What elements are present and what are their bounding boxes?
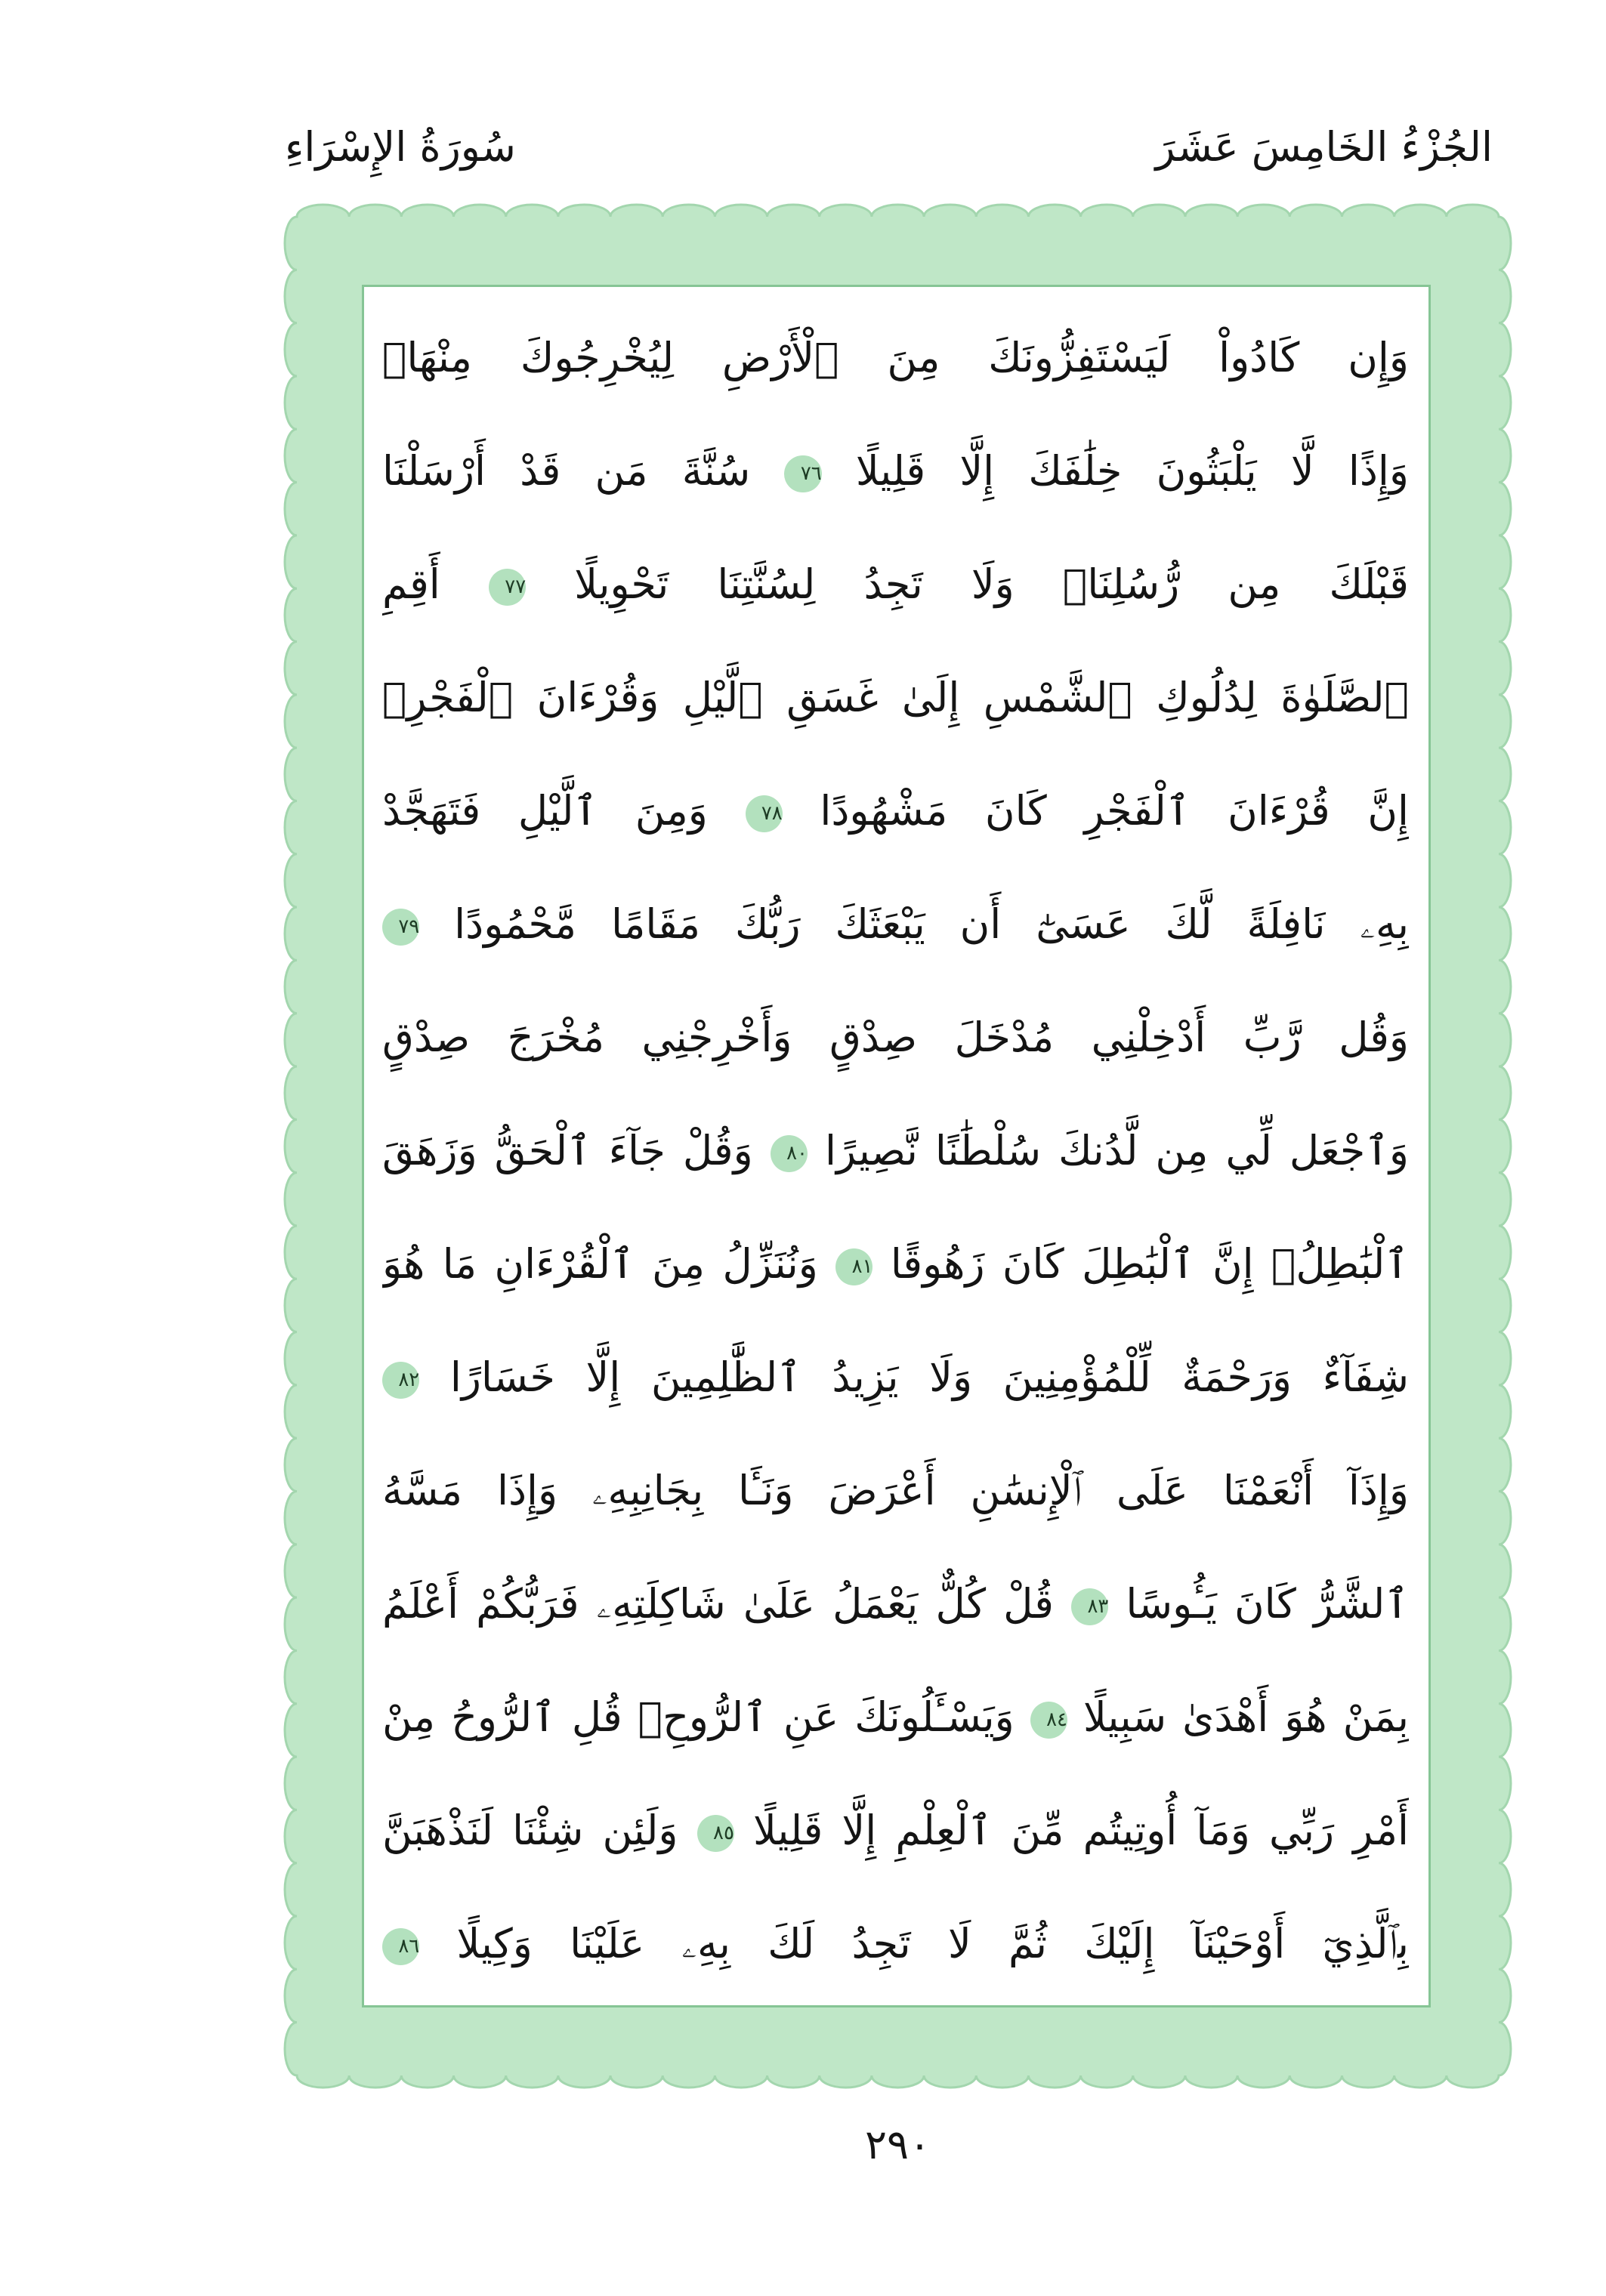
line-content: [382, 1920, 1409, 1967]
verse-text: أَمْرِ رَبِّي وَمَآ أُوتِيتُم مِّنَ ٱلْعِلْمِ إِلَّا قَلِيلًا: [753, 1807, 1409, 1854]
line-content: [382, 1693, 1409, 1741]
verse-text: بِهِۦ نَافِلَةً لَّكَ عَسَىٰٓ أَن يَبْعَثَكَ رَبُّكَ مَقَامًا مَّحْمُودًا: [454, 900, 1409, 948]
verse-text: بِٱلَّذِيٓ أَوْحَيْنَآ إِلَيْكَ ثُمَّ لَا تَجِدُ لَكَ بِهِۦ عَلَيْنَا وَكِيلًا: [456, 1920, 1409, 1967]
verse-text: شِفَآءٌ وَرَحْمَةٌ لِّلْمُؤْمِنِينَ وَلَا يَزِيدُ ٱلظَّٰلِمِينَ إِلَّا خَسَارًا: [449, 1353, 1409, 1401]
quran-line-14: [382, 1774, 1409, 1887]
verse-text: إِنَّ قُرْءَانَ ٱلْفَجْرِ كَانَ مَشْهُودًا: [820, 787, 1409, 835]
quran-line-10: [382, 1321, 1409, 1434]
quran-line-4: [382, 641, 1409, 755]
ayah-end-marker: ٧٧: [489, 569, 526, 606]
line-content: [382, 334, 1409, 381]
quran-line-8: [382, 1094, 1409, 1208]
verse-text: أَقِمِ: [382, 560, 440, 608]
quran-line-15: [382, 1887, 1409, 2001]
quran-line-11: [382, 1434, 1409, 1548]
verse-text: وَإِذَآ أَنْعَمْنَا عَلَى ٱلْإِنسَٰنِ أَعْرَضَ وَنَـَٔا بِجَانِبِهِۦ وَإِذَا مَسَّهُ: [382, 1467, 1409, 1514]
quran-line-1: [382, 301, 1409, 415]
ayah-end-marker: ٧٨: [746, 795, 783, 832]
line-content: [382, 1467, 1409, 1514]
verse-text: سُنَّةَ مَن قَدْ أَرْسَلْنَا: [382, 447, 751, 495]
line-content: [382, 447, 1409, 495]
verse-text: بِمَنْ هُوَ أَهْدَىٰ سَبِيلًا: [1083, 1693, 1409, 1741]
ayah-end-marker: ٨٦: [382, 1928, 419, 1965]
quran-line-6: [382, 868, 1409, 981]
line-content: [382, 1580, 1409, 1628]
verse-text: وَنُنَزِّلُ مِنَ ٱلْقُرْءَانِ مَا هُوَ: [382, 1240, 818, 1288]
line-content: [382, 1014, 1409, 1061]
quran-line-2: [382, 415, 1409, 528]
verse-text: وَإِذًا لَّا يَلْبَثُونَ خِلَٰفَكَ إِلَّا قَلِيلًا: [855, 447, 1409, 495]
verse-text: وَيَسْـَٔلُونَكَ عَنِ ٱلرُّوحِۖ قُلِ ٱلرُّوحُ مِنْ: [382, 1693, 1015, 1741]
quran-line-7: [382, 981, 1409, 1094]
ayah-end-marker: ٨٥: [697, 1815, 734, 1852]
ayah-end-marker: ٨١: [835, 1248, 872, 1285]
verse-text: وَقُل رَّبِّ أَدْخِلْنِي مُدْخَلَ صِدْقٍ وَأَخْرِجْنِي مُخْرَجَ صِدْقٍ: [382, 1014, 1409, 1061]
ayah-end-marker: ٨٠: [771, 1135, 808, 1172]
juz-title: الجُزْءُ الخَامِسَ عَشَرَ: [1155, 123, 1493, 171]
line-content: [382, 900, 1409, 948]
quran-line-3: [382, 528, 1409, 641]
line-content: [382, 1240, 1409, 1288]
line-content: [382, 560, 1409, 608]
quran-line-13: [382, 1661, 1409, 1774]
text-block: [382, 301, 1409, 2001]
line-content: [382, 1127, 1409, 1174]
line-content: [382, 674, 1409, 721]
page-number: ٢٩٠: [864, 2121, 931, 2168]
quran-line-5: [382, 755, 1409, 868]
verse-text: وَٱجْعَل لِّي مِن لَّدُنكَ سُلْطَٰنًا نَّصِيرًا: [824, 1127, 1409, 1174]
line-content: [382, 787, 1409, 835]
quran-line-9: [382, 1208, 1409, 1321]
verse-text: وَقُلْ جَآءَ ٱلْحَقُّ وَزَهَقَ: [382, 1127, 753, 1174]
line-content: [382, 1807, 1409, 1854]
ayah-end-marker: ٨٢: [382, 1362, 419, 1399]
verse-text: قُلْ كُلٌّ يَعْمَلُ عَلَىٰ شَاكِلَتِهِۦ فَرَبُّكُمْ أَعْلَمُ: [382, 1580, 1054, 1628]
quran-line-12: [382, 1548, 1409, 1661]
surah-title: سُورَةُ الإِسْرَاءِ: [285, 123, 516, 171]
ayah-end-marker: ٨٣: [1071, 1588, 1108, 1625]
verse-text: قَبْلَكَ مِن رُّسُلِنَاۖ وَلَا تَجِدُ لِسُنَّتِنَا تَحْوِيلًا: [574, 560, 1409, 608]
ayah-end-marker: ٧٦: [784, 455, 821, 492]
verse-text: ٱلْبَٰطِلُۚ إِنَّ ٱلْبَٰطِلَ كَانَ زَهُوقًا: [890, 1240, 1409, 1288]
line-content: [382, 1353, 1409, 1401]
verse-text: وَمِنَ ٱلَّيْلِ فَتَهَجَّدْ: [382, 787, 708, 835]
verse-text: وَإِن كَادُواْ لَيَسْتَفِزُّونَكَ مِنَ ٱلْأَرْضِ لِيُخْرِجُوكَ مِنْهَاۖ: [382, 334, 1409, 381]
ayah-end-marker: ٨٤: [1030, 1702, 1067, 1739]
verse-text: ٱلصَّلَوٰةَ لِدُلُوكِ ٱلشَّمْسِ إِلَىٰ غَسَقِ ٱلَّيْلِ وَقُرْءَانَ ٱلْفَجْرِۖ: [382, 674, 1409, 721]
verse-text: ٱلشَّرُّ كَانَ يَـُٔوسًا: [1126, 1580, 1409, 1628]
ayah-end-marker: ٧٩: [382, 909, 419, 946]
verse-text: وَلَئِن شِئْنَا لَنَذْهَبَنَّ: [382, 1807, 678, 1854]
